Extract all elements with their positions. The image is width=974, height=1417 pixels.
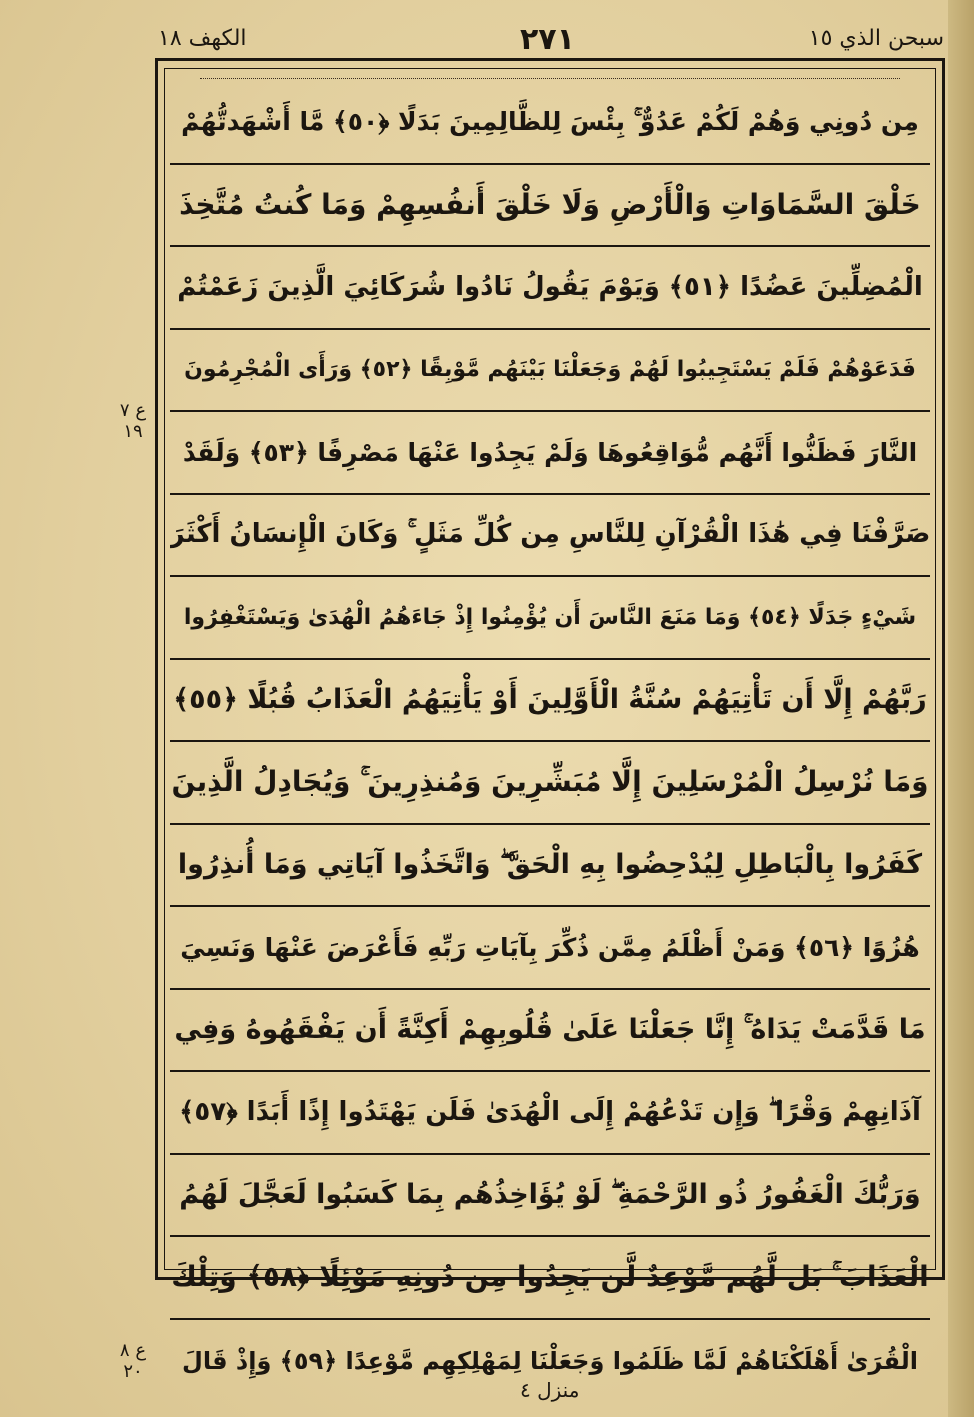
- text-line: خَلْقَ السَّمَاوَاتِ وَالْأَرْضِ وَلَا خَلْقَ أَنفُسِهِمْ وَمَا كُنتُ مُتَّخِذَ: [170, 165, 930, 248]
- text-line: مَا قَدَّمَتْ يَدَاهُ ۚ إِنَّا جَعَلْنَا عَلَىٰ قُلُوبِهِمْ أَكِنَّةً أَن يَفْقَهُوهُ وَفِي: [170, 990, 930, 1073]
- text-line: كَفَرُوا بِالْبَاطِلِ لِيُدْحِضُوا بِهِ الْحَقَّ ۖ وَاتَّخَذُوا آيَاتِي وَمَا أُنذِرُوا: [170, 825, 930, 908]
- text-line: هُزُوًا ﴿٥٦﴾ وَمَنْ أَظْلَمُ مِمَّن ذُكِّرَ بِآيَاتِ رَبِّهِ فَأَعْرَضَ عَنْهَا وَنَسِيَ: [170, 907, 930, 990]
- text-line: النَّارَ فَظَنُّوا أَنَّهُم مُّوَاقِعُوهَا وَلَمْ يَجِدُوا عَنْهَا مَصْرِفًا ﴿٥٣﴾ وَلَقَدْ: [170, 412, 930, 495]
- text-block: [170, 82, 930, 1375]
- text-line: آذَانِهِمْ وَقْرًا ۖ وَإِن تَدْعُهُمْ إِلَى الْهُدَىٰ فَلَن يَهْتَدُوا إِذًا أَبَدًا ﴿٥٧﴾: [170, 1072, 930, 1155]
- ruku-marker: ع ٨ ٢٠: [119, 1340, 147, 1382]
- text-line: وَرَبُّكَ الْغَفُورُ ذُو الرَّحْمَةِ ۖ لَوْ يُؤَاخِذُهُم بِمَا كَسَبُوا لَعَجَّلَ لَهُمُ: [170, 1155, 930, 1238]
- surah-name: الكهف ١٨: [158, 26, 247, 51]
- text-line: الْمُضِلِّينَ عَضُدًا ﴿٥١﴾ وَيَوْمَ يَقُولُ نَادُوا شُرَكَائِيَ الَّذِينَ زَعَمْتُمْ: [170, 247, 930, 330]
- text-line: وَمَا نُرْسِلُ الْمُرْسَلِينَ إِلَّا مُبَشِّرِينَ وَمُنذِرِينَ ۚ وَيُجَادِلُ الَّذِينَ: [170, 742, 930, 825]
- text-line: الْقُرَىٰ أَهْلَكْنَاهُمْ لَمَّا ظَلَمُوا وَجَعَلْنَا لِمَهْلِكِهِم مَّوْعِدًا ﴿٥٩﴾ وَإِذْ قَالَ: [182, 1346, 918, 1375]
- text-line: صَرَّفْنَا فِي هَٰذَا الْقُرْآنِ لِلنَّاسِ مِن كُلِّ مَثَلٍ ۚ وَكَانَ الْإِنسَانُ أَكْثَرَ: [170, 495, 930, 578]
- page-number: ٢٧١: [520, 22, 575, 57]
- text-line: الْعَذَابَ ۚ بَل لَّهُم مَّوْعِدٌ لَّن يَجِدُوا مِن دُونِهِ مَوْئِلًا ﴿٥٨﴾ وَتِلْكَ: [170, 1237, 930, 1320]
- top-ornament: [200, 66, 900, 79]
- juz-name: سبحن الذي ١٥: [808, 26, 944, 51]
- text-line: فَدَعَوْهُمْ فَلَمْ يَسْتَجِيبُوا لَهُمْ وَجَعَلْنَا بَيْنَهُم مَّوْبِقًا ﴿٥٢﴾ وَرَأَى الْمُجْرِمُونَ: [170, 330, 930, 413]
- text-line: مِن دُونِي وَهُمْ لَكُمْ عَدُوٌّ ۚ بِئْسَ لِلظَّالِمِينَ بَدَلًا ﴿٥٠﴾ مَّا أَشْهَدتُّهُمْ: [170, 82, 930, 165]
- ruku-marker: ع ٧ ١٩: [119, 400, 147, 442]
- text-line: شَيْءٍ جَدَلًا ﴿٥٤﴾ وَمَا مَنَعَ النَّاسَ أَن يُؤْمِنُوا إِذْ جَاءَهُمُ الْهُدَىٰ وَيَسْتَغْفِرُوا: [170, 577, 930, 660]
- text-line: رَبَّهُمْ إِلَّا أَن تَأْتِيَهُمْ سُنَّةُ الْأَوَّلِينَ أَوْ يَأْتِيَهُمُ الْعَذَابُ قُبُلًا ﴿٥٥﴾: [170, 660, 930, 743]
- manzil-label: منزل ٤: [520, 1378, 580, 1402]
- page-edge: [948, 0, 974, 1417]
